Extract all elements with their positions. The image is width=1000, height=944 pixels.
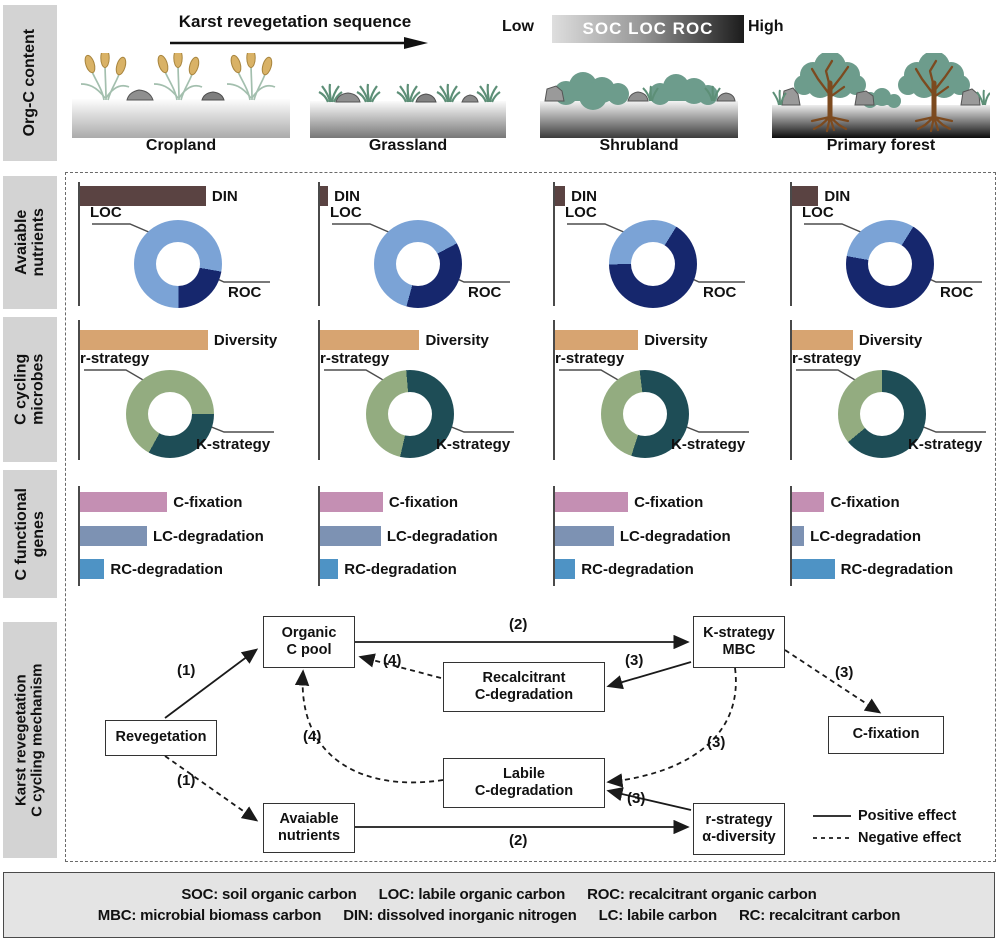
loc-label: LOC xyxy=(565,204,597,221)
rc-degradation-label: RC-degradation xyxy=(581,560,694,578)
abbreviation-line-2 xyxy=(98,907,900,924)
grass-tuft xyxy=(477,84,500,102)
rock xyxy=(717,93,735,101)
rock xyxy=(462,95,478,102)
sequence-title: Karst revegetation sequence xyxy=(178,12,412,31)
edge-label: (1) xyxy=(177,772,196,789)
mechanism-diagram xyxy=(65,600,994,860)
box-text: MBC xyxy=(722,642,756,658)
abbreviation-legend xyxy=(3,872,995,938)
diversity-bar xyxy=(555,330,638,350)
c-fixation-bar xyxy=(80,492,167,512)
din-bar xyxy=(320,186,328,206)
arrow-r-to-labile xyxy=(609,791,691,810)
roc-label: ROC xyxy=(940,284,974,301)
edge-label: (1) xyxy=(177,662,196,679)
box-labile-c-degradation xyxy=(443,758,605,808)
sidebar-label: C cycling xyxy=(12,353,30,426)
sidebar-label: genes xyxy=(30,510,47,558)
rc-degradation-bar xyxy=(792,559,835,579)
edge-label: (4) xyxy=(303,728,322,745)
din-bar xyxy=(555,186,565,206)
sidebar-mechanism xyxy=(3,622,57,858)
roc-label: ROC xyxy=(468,284,502,301)
loc-label: LOC xyxy=(90,204,122,221)
soil xyxy=(772,105,990,138)
box-recalcitrant-c-degradation xyxy=(443,662,605,712)
wheat-plant xyxy=(81,53,129,100)
c-fixation-label: C-fixation xyxy=(830,493,900,511)
din-bar-label: DIN xyxy=(824,187,851,205)
box-k-strategy-mbc xyxy=(693,616,785,668)
loc-roc-donut xyxy=(374,220,462,308)
wheat-plant xyxy=(227,53,275,100)
c-fixation-bar xyxy=(555,492,628,512)
sidebar-label: C cycling mechanism xyxy=(29,663,46,817)
nutrients-panel-grassland xyxy=(318,180,523,308)
c-fixation-label: C-fixation xyxy=(634,493,704,511)
c-fixation-bar xyxy=(792,492,824,512)
c-fixation-label: C-fixation xyxy=(388,493,459,511)
arrow-reveg-to-pool xyxy=(165,650,256,718)
grass-tuft xyxy=(437,84,460,102)
box-text: α-diversity xyxy=(702,829,776,845)
land-label-grassland: Grassland xyxy=(368,137,448,154)
legend-negative-label: Negative effect xyxy=(858,830,962,846)
diversity-bar-label: Diversity xyxy=(213,331,278,349)
sidebar-c-functional-genes xyxy=(3,470,57,598)
diversity-bar xyxy=(320,330,419,350)
k-strategy-label: K-strategy xyxy=(196,436,271,453)
sidebar-label: C functional xyxy=(12,487,30,581)
loc-label: LOC xyxy=(330,204,362,221)
box-text: Revegetation xyxy=(115,729,207,746)
lc-degradation-bar xyxy=(792,526,804,546)
rock xyxy=(961,89,980,105)
arrow-k-to-labile xyxy=(609,668,736,782)
sidebar-available-nutrients xyxy=(3,176,57,309)
shrubland-illustration xyxy=(540,53,738,138)
box-c-fixation xyxy=(828,716,944,754)
box-text: C-degradation xyxy=(474,783,574,799)
box-text: nutrients xyxy=(277,828,341,844)
k-strategy-label: K-strategy xyxy=(436,436,511,453)
roc-label: ROC xyxy=(703,284,737,301)
abbreviation: LC: labile carbon xyxy=(598,907,717,924)
box-text: Recalcitrant xyxy=(482,669,566,686)
lc-degradation-label: LC-degradation xyxy=(619,527,731,545)
abbreviation: DIN: dissolved inorganic nitrogen xyxy=(343,907,577,924)
sidebar-label: Avaiable xyxy=(12,209,30,276)
microbes-panel-primary-forest xyxy=(790,318,995,462)
lc-degradation-label: LC-degradation xyxy=(810,527,922,545)
wheat-plant xyxy=(154,53,202,100)
land-label-shrubland: Shrubland xyxy=(599,137,679,154)
land-label-cropland: Cropland xyxy=(145,137,217,154)
gradient-bar-text: SOC LOC ROC xyxy=(582,19,714,38)
cropland-illustration xyxy=(72,53,290,138)
box-text: C-degradation xyxy=(474,687,574,703)
diversity-bar-label: Diversity xyxy=(644,331,708,349)
lc-degradation-bar xyxy=(555,526,614,546)
diversity-bar-label: Diversity xyxy=(425,331,489,349)
r-strategy-label: r-strategy xyxy=(320,350,390,367)
gradient-low-label: Low xyxy=(502,18,534,35)
edge-label: (3) xyxy=(627,790,646,807)
abbreviation: RC: recalcitrant carbon xyxy=(738,907,901,924)
microbes-panel-grassland xyxy=(318,318,523,462)
r-strategy-label: r-strategy xyxy=(80,350,150,367)
arrow-k-to-cfixation xyxy=(785,650,879,712)
arrow-k-to-recalcitrant xyxy=(609,662,691,686)
loc-roc-donut xyxy=(609,220,697,308)
diversity-bar xyxy=(792,330,853,350)
din-bar xyxy=(80,186,206,206)
nutrients-panel-primary-forest xyxy=(790,180,995,308)
abbreviation-line-1 xyxy=(181,886,816,903)
rock xyxy=(202,92,224,100)
box-text: K-strategy xyxy=(703,624,775,641)
rc-degradation-bar xyxy=(555,559,575,579)
box-revegetation xyxy=(105,720,217,756)
gradient-high-label: High xyxy=(748,18,784,35)
lc-degradation-bar xyxy=(320,526,381,546)
abbreviation: SOC: soil organic carbon xyxy=(181,886,357,903)
sequence-arrow-icon xyxy=(168,34,430,52)
din-bar-label: DIN xyxy=(211,187,238,205)
rc-degradation-bar xyxy=(320,559,338,579)
box-r-strategy-diversity xyxy=(693,803,785,855)
rc-degradation-bar xyxy=(80,559,104,579)
c-fixation-label: C-fixation xyxy=(173,493,243,511)
c-fixation-bar xyxy=(320,492,383,512)
abbreviation: ROC: recalcitrant organic carbon xyxy=(587,886,817,903)
soil xyxy=(72,99,290,138)
lc-degradation-bar xyxy=(80,526,147,546)
arrow-labile-to-pool xyxy=(303,672,443,782)
soil xyxy=(540,101,738,138)
edge-label: (4) xyxy=(383,652,402,669)
sidebar-label: microbes xyxy=(30,353,48,426)
rock xyxy=(628,92,648,101)
sidebar-label: Org-C content xyxy=(21,29,39,137)
soil xyxy=(310,101,506,138)
k-strategy-label: K-strategy xyxy=(671,436,746,453)
microbes-panel-shrubland xyxy=(553,318,758,462)
shrub xyxy=(554,72,629,110)
rock xyxy=(416,94,436,102)
lc-degradation-label: LC-degradation xyxy=(152,527,264,545)
grass-tuft xyxy=(357,84,380,102)
sidebar-label: Karst revegetation xyxy=(12,674,30,806)
box-text: Labile xyxy=(503,765,545,782)
nutrients-panel-cropland xyxy=(78,180,283,308)
abbreviation: LOC: labile organic carbon xyxy=(378,886,566,903)
sidebar-c-cycling-microbes xyxy=(3,317,57,462)
genes-panel-grassland xyxy=(318,472,523,598)
genes-panel-shrubland xyxy=(553,472,758,598)
microbes-panel-cropland xyxy=(78,318,283,462)
diversity-bar xyxy=(80,330,208,350)
land-label-primary-forest: Primary forest xyxy=(826,137,936,154)
rock xyxy=(127,90,153,100)
loc-roc-donut xyxy=(846,220,934,308)
rc-degradation-label: RC-degradation xyxy=(110,560,223,578)
loc-roc-donut xyxy=(134,220,222,308)
box-text: Avaiable xyxy=(279,810,339,827)
sidebar-org-c-content xyxy=(3,5,57,161)
edge-label: (3) xyxy=(625,652,644,669)
nutrients-panel-shrubland xyxy=(553,180,758,308)
roc-label: ROC xyxy=(228,284,262,301)
edge-label: (2) xyxy=(509,616,528,633)
primary-forest-illustration xyxy=(772,53,990,138)
diversity-bar-label: Diversity xyxy=(858,331,923,349)
abbreviation: MBC: microbial biomass carbon xyxy=(97,907,322,924)
edge-label: (3) xyxy=(707,734,726,751)
din-bar-label: DIN xyxy=(334,187,360,205)
edge-label: (2) xyxy=(509,832,528,849)
box-text: C-fixation xyxy=(852,726,920,743)
box-organic-c-pool xyxy=(263,616,355,668)
r-strategy-label: r-strategy xyxy=(792,350,862,367)
k-strategy-label: K-strategy xyxy=(908,436,983,453)
legend-positive-label: Positive effect xyxy=(858,808,957,824)
soc-loc-roc-gradient-bar xyxy=(552,15,744,43)
loc-label: LOC xyxy=(802,204,834,221)
genes-panel-cropland xyxy=(78,472,283,598)
grassland-illustration xyxy=(310,53,506,138)
genes-panel-primary-forest xyxy=(790,472,995,598)
edge-label: (3) xyxy=(835,664,854,681)
r-strategy-label: r-strategy xyxy=(555,350,625,367)
sidebar-label: nutrients xyxy=(30,208,48,277)
box-text: C pool xyxy=(286,642,332,658)
din-bar xyxy=(792,186,818,206)
din-bar-label: DIN xyxy=(571,187,597,205)
rc-degradation-label: RC-degradation xyxy=(344,560,457,578)
box-text: r-strategy xyxy=(705,811,773,828)
rc-degradation-label: RC-degradation xyxy=(840,560,954,578)
lc-degradation-label: LC-degradation xyxy=(386,527,498,545)
box-available-nutrients xyxy=(263,803,355,853)
box-text: Organic xyxy=(281,624,337,641)
